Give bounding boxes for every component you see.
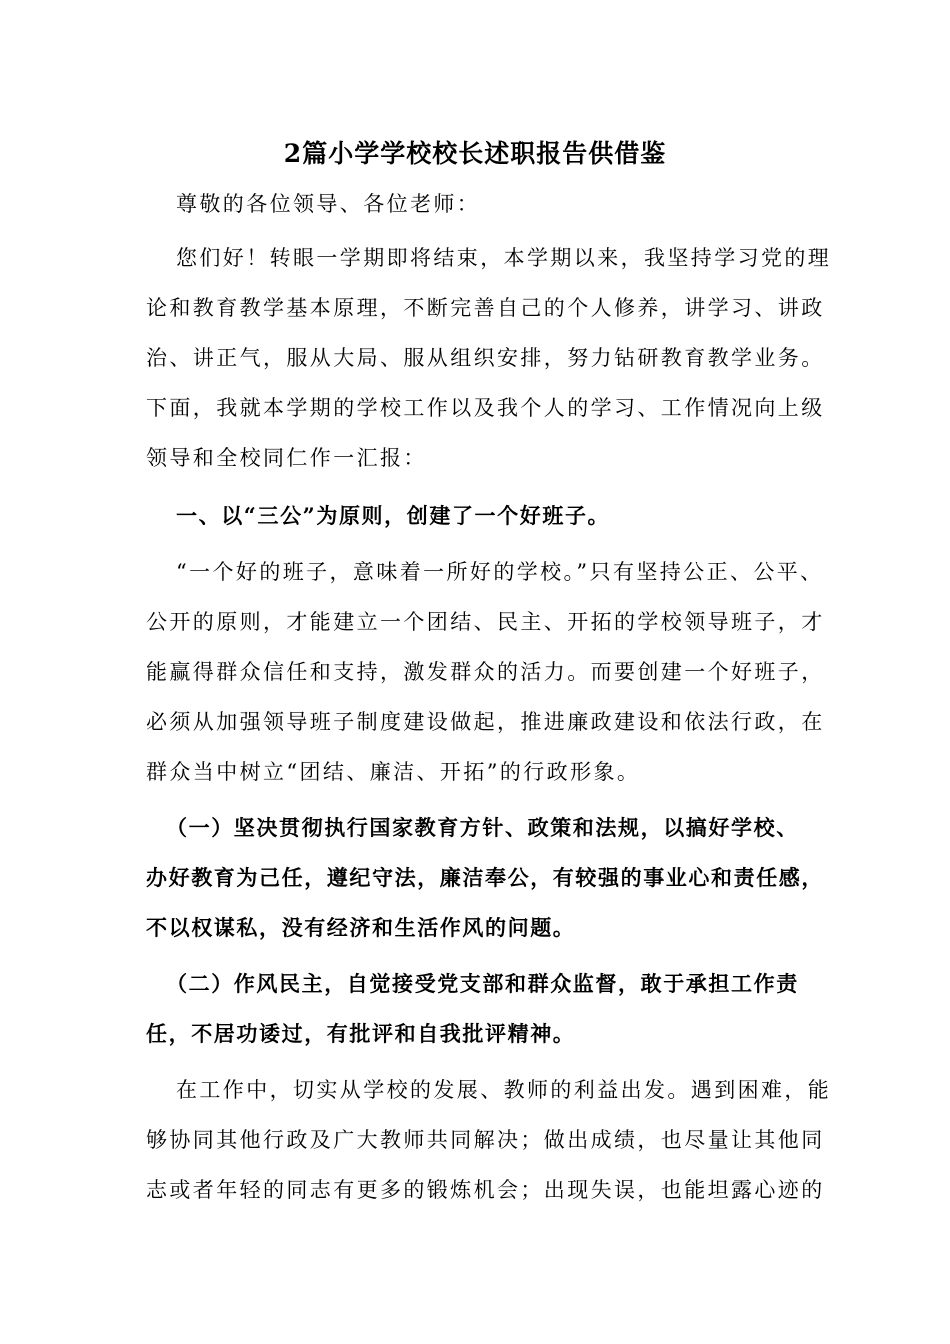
paragraph-line: 志或者年轻的同志有更多的锻炼机会；出现失误，也能坦露心迹的 (146, 1178, 825, 1202)
subsection-line: 任，不居功诿过，有批评和自我批评精神。 (146, 1021, 576, 1046)
paragraph-line: 论和教育教学基本原理，不断完善自己的个人修养，讲学习、讲政 (146, 296, 825, 320)
salutation: 尊敬的各位领导、各位老师： (176, 192, 481, 216)
subsection-line: 办好教育为己任，遵纪守法，廉洁奉公，有较强的事业心和责任感， (146, 865, 824, 890)
subsection-line: （一）坚决贯彻执行国家教育方针、政策和法规，以搞好学校、 (166, 815, 799, 840)
document-title: 2篇小学学校校长述职报告供借鉴 (283, 139, 667, 168)
paragraph-line: 领导和全校同仁作一汇报： (146, 446, 427, 470)
paragraph-line: 群众当中树立“团结、廉洁、开拓”的行政形象。 (146, 760, 641, 784)
paragraph-line: 在工作中，切实从学校的发展、教师的利益出发。遇到困难，能 (176, 1078, 832, 1102)
subsection-line: （二）作风民主，自觉接受党支部和群众监督，敢于承担工作责 (166, 971, 799, 996)
subsection-line: 不以权谋私，没有经济和生活作风的问题。 (146, 915, 576, 940)
paragraph-line: 必须从加强领导班子制度建设做起，推进廉政建设和依法行政，在 (146, 710, 825, 734)
paragraph-line: 能赢得群众信任和支持，激发群众的活力。而要创建一个好班子， (146, 660, 825, 684)
paragraph-line: 公开的原则，才能建立一个团结、民主、开拓的学校领导班子，才 (146, 610, 825, 634)
paragraph-line: 够协同其他行政及广大教师共同解决；做出成绩，也尽量让其他同 (146, 1128, 825, 1152)
paragraph-line: 下面，我就本学期的学校工作以及我个人的学习、工作情况向上级 (146, 396, 825, 420)
paragraph-line: 您们好！转眼一学期即将结束，本学期以来，我坚持学习党的理 (176, 246, 832, 270)
paragraph-line: “一个好的班子，意味着一所好的学校。”只有坚持公正、公平、 (176, 560, 824, 584)
section-heading: 一、以“三公”为原则，创建了一个好班子。 (176, 503, 611, 528)
paragraph-line: 治、讲正气，服从大局、服从组织安排，努力钻研教育教学业务。 (146, 346, 825, 370)
